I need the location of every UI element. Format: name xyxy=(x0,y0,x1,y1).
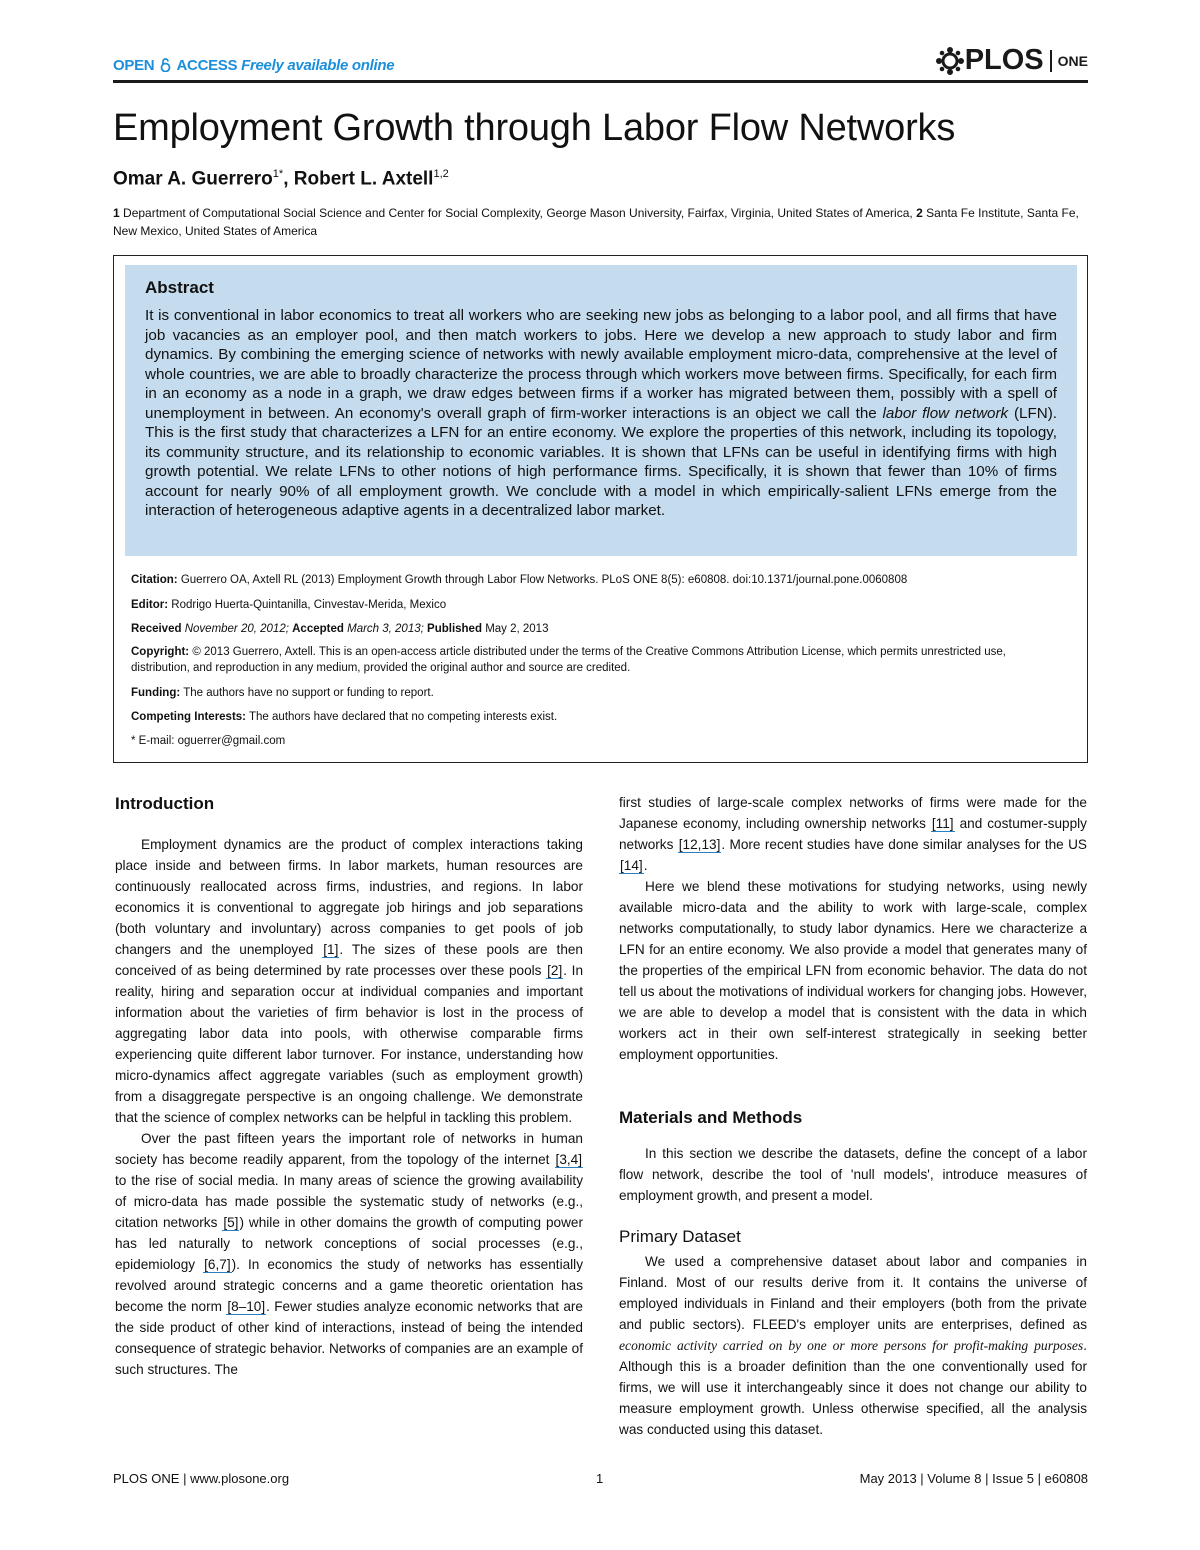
accepted-label: Accepted xyxy=(292,623,344,635)
author-affiliation-mark: 1,2 xyxy=(433,168,449,180)
affiliation-number: 1 xyxy=(113,206,120,220)
freely-available-label: Freely available online xyxy=(241,57,395,74)
access-label: ACCESS xyxy=(176,57,238,74)
author-name: Omar A. Guerrero xyxy=(113,168,273,190)
subsection-heading-primary-dataset: Primary Dataset xyxy=(619,1227,741,1246)
funding-label: Funding: xyxy=(131,687,181,699)
competing-interests-line xyxy=(131,709,1066,725)
citation-link[interactable]: [12,13] xyxy=(678,837,721,852)
editor-label: Editor: xyxy=(131,599,169,611)
copyright-label: Copyright: xyxy=(131,646,190,658)
funding-line xyxy=(131,685,1066,701)
copyright-text: © 2013 Guerrero, Axtell. This is an open-access article distributed under the terms of the Creative Commons Attribution License, which permits unrestricted use, distribution, and reproduction in any medium, provided the original author and source are credited. xyxy=(131,646,1006,674)
plos-mark-icon xyxy=(935,46,965,76)
paragraph: Employment dynamics are the product of complex interactions taking place inside and between firms. In labor markets, human resources are continuously reallocated across firms, industries, and regions. In labor economics it is conventional to aggregate job hirings and job separations (both voluntary and involuntary) across companies to get pools of job changers and the unemployed [1]. The sizes of these pools are then conceived of as being determined by rate processes over these pools [2]. In reality, hiring and separation occur at individual companies and important information about the varieties of firm behavior is lost in the process of aggregating labor data into pools, with otherwise comparable firms experiencing quite different labor turnover. For instance, understanding how micro-dynamics affect aggregate variables (such as employment growth) from a disaggregate perspective is an ongoing challenge. We demonstrate that the science of complex networks can be helpful in tackling this problem. xyxy=(115,837,583,1125)
citation-link[interactable]: [8–10] xyxy=(227,1299,266,1314)
published-date: May 2, 2013 xyxy=(485,623,549,635)
open-label: OPEN xyxy=(113,57,155,74)
citation-link[interactable]: [2] xyxy=(547,963,563,978)
right-column xyxy=(619,792,1087,1065)
published-label: Published xyxy=(427,623,482,635)
citation-text[interactable]: Guerrero OA, Axtell RL (2013) Employment Growth through Labor Flow Networks. PLoS ONE 8(5): e60808. doi:10.1371/journal.pone.0060808 xyxy=(180,574,908,586)
author-affiliation-mark: 1* xyxy=(272,168,284,180)
paragraph: Here we blend these motivations for studying networks, using newly available micro-data and the ability to work with large-scale, complex networks computationally, to study labor dynamics. Here we characterize a LFN for an entire economy. We also provide a model that generates many of the properties of the empirical LFN from economic behavior. The data do not tell us about the motivations of individual workers for changing jobs. However, we are able to develop a model that is consistent with the data in which workers act in their own self-interest strategically in seeking better employment opportunities. xyxy=(619,879,1087,1062)
paragraph: We used a comprehensive dataset about labor and companies in Finland. Most of our results derive from it. It contains the universe of employed individuals in Finland and their employers (both from the private and public sectors). FLEED's employer units are enterprises, defined as economic activity carried on by one or more persons for profit-making purposes. Although this is a broader definition than the one conventionally used for firms, we will use it interchangeably since it does not change our ability to measure employment growth. Unless otherwise specified, all the analysis was conducted using this dataset. xyxy=(619,1254,1087,1437)
left-column xyxy=(115,834,583,1380)
section-heading-introduction: Introduction xyxy=(115,794,215,813)
section-heading-methods: Materials and Methods xyxy=(619,1108,803,1127)
citation-link[interactable]: [1] xyxy=(323,942,339,957)
email-line[interactable]: * E-mail: oguerrer@gmail.com xyxy=(131,735,286,747)
footer-issue-info: May 2013 | Volume 8 | Issue 5 | e60808 xyxy=(859,1471,1088,1486)
citation-link[interactable]: [5] xyxy=(223,1215,239,1230)
affiliation-text: Department of Computational Social Science and Center for Social Complexity, George Mason University, Fairfax, Virginia, United States of America, xyxy=(123,206,913,220)
citation-link[interactable]: [6,7] xyxy=(204,1257,231,1272)
funding-text: The authors have no support or funding to report. xyxy=(183,687,434,699)
paragraph: first studies of large-scale complex networks of firms were made for the Japanese economy, including ownership networks [11] and costumer-supply networks [12,13]. More recent studies have done similar analyses for the US [14]. xyxy=(619,795,1087,873)
plos-wordmark: PLOS xyxy=(964,44,1044,76)
header-rule xyxy=(113,80,1088,83)
one-wordmark: ONE xyxy=(1057,52,1088,69)
accepted-date: March 3, 2013; xyxy=(347,623,424,635)
citation-link[interactable]: [3,4] xyxy=(555,1152,582,1167)
logo-separator xyxy=(1050,50,1052,72)
author-name: Robert L. Axtell xyxy=(293,168,434,190)
abstract-text-part: It is conventional in labor economics to treat all workers who are seeking new jobs as belonging to a labor pool, and all firms that have job vacancies as an employer pool, and then match workers to jobs. Here we develop a new approach to study labor and firm dynamics. By combining the emerging science of networks with newly available employment micro-data, comprehensive at the level of whole countries, we are able to broadly characterize the process through which workers move between firms. Specifically, for each firm in an economy as a node in a graph, we draw edges between firms if a worker has migrated between them, possibly with a spell of unemployment in between. An economy's overall graph of firm-worker interactions is an object we call the xyxy=(145,307,1057,422)
abstract-text-part: (LFN). This is the first study that characterizes a LFN for an entire economy. We explore the properties of this network, including its topology, its community structure, and its relationship to economic variables. It is shown that LFNs can be useful in identifying firms with high growth potential. We relate LFNs to other notions of high performance firms. Specifically, it is shown that fewer than 10% of firms account for nearly 90% of all employment growth. We conclude with a model in which empirically-salient LFNs emerge from the interaction of heterogeneous adaptive agents in a decentralized labor market. xyxy=(145,404,1057,519)
footer-journal: PLOS ONE | www.plosone.org xyxy=(113,1471,290,1486)
affiliation-text: Santa Fe Institute, Santa Fe, New Mexico, United States of America xyxy=(113,206,1079,238)
citation-line xyxy=(131,572,1066,588)
open-lock-icon xyxy=(160,58,171,72)
affiliations xyxy=(113,204,1088,240)
competing-text: The authors have declared that no competing interests exist. xyxy=(249,711,558,723)
editor-line xyxy=(131,597,1066,613)
affiliation-number: 2 xyxy=(916,206,923,220)
paragraph: In this section we describe the datasets, define the concept of a labor flow network, describe the tool of 'null models', introduce measures of employment growth, and present a model. xyxy=(619,1146,1087,1203)
received-label: Received xyxy=(131,623,182,635)
abstract-heading: Abstract xyxy=(145,278,214,297)
methods-intro xyxy=(619,1143,1087,1206)
page-number: 1 xyxy=(596,1471,604,1486)
dates-line xyxy=(131,621,1066,637)
citation-label: Citation: xyxy=(131,574,178,586)
author-line: Omar A. Guerrero$^{1*}$, Robert L. Axtell$^{1,2}$ xyxy=(113,168,449,190)
copyright-line xyxy=(131,644,1066,676)
received-date: November 20, 2012; xyxy=(184,623,289,635)
editor-text: Rodrigo Huerta-Quintanilla, Cinvestav-Merida, Mexico xyxy=(171,599,447,611)
citation-link[interactable]: [11] xyxy=(931,816,954,831)
abstract-term: labor flow network xyxy=(882,404,1009,422)
citation-link[interactable]: [14] xyxy=(620,858,643,873)
competing-label: Competing Interests: xyxy=(131,711,247,723)
definition-text: economic activity carried on by one or more persons for profit-making purposes xyxy=(619,1338,1084,1353)
paragraph: Over the past fifteen years the important role of networks in human society has become readily apparent, from the topology of the internet [3,4] to the rise of social media. In many areas of science the growing availability of micro-data has made possible the systematic study of networks (e.g., citation networks [5]) while in other domains the growth of computing power has led naturally to network conceptions of social processes (e.g., epidemiology [6,7]). In economics the study of networks has essentially revolved around strategic concerns and a game theoretic orientation has become the norm [8–10]. Fewer studies analyze economic networks that are the side product of other kind of interactions, instead of being the intended consequence of strategic behavior. Networks of companies are an example of such structures. The xyxy=(115,1131,584,1377)
article-title: Employment Growth through Labor Flow Networks xyxy=(113,107,956,149)
open-access-banner xyxy=(113,57,394,74)
primary-dataset-text xyxy=(619,1251,1087,1440)
abstract-body xyxy=(145,306,1057,521)
plos-one-logo xyxy=(935,44,1088,77)
